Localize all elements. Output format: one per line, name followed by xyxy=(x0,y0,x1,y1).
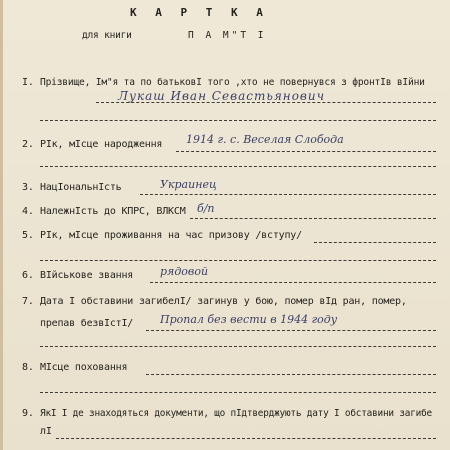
field-2-line-2 xyxy=(40,166,436,167)
field-9-number: 9. xyxy=(22,408,34,419)
field-2-line-1 xyxy=(176,151,436,152)
field-7-number: 7. xyxy=(22,296,34,307)
field-2-number: 2. xyxy=(22,139,34,150)
field-8-number: 8. xyxy=(22,362,34,373)
field-9-label: ЯкІ І де знаходяться документи, що пІдтверджують дату І обставини загибе xyxy=(40,408,432,419)
field-7-line-1 xyxy=(146,330,436,331)
field-3-handwritten-nationality: Украинец xyxy=(160,178,217,191)
card-subtitle-right: П А М"Т І xyxy=(188,30,267,41)
field-8-line-2 xyxy=(40,392,436,393)
field-7-line-2 xyxy=(40,346,436,347)
field-5-number: 5. xyxy=(22,230,34,241)
field-8-line-1 xyxy=(146,374,436,375)
field-3-line xyxy=(140,194,436,195)
card-title: К А Р Т К А xyxy=(130,6,269,19)
field-4-handwritten-party: б/п xyxy=(197,202,215,215)
field-4-number: 4. xyxy=(22,206,34,217)
field-3-number: 3. xyxy=(22,182,34,193)
field-2-label: РІк, мІсце народження xyxy=(40,139,163,150)
field-5-line-1 xyxy=(314,242,436,243)
field-6-handwritten-rank: рядовой xyxy=(160,265,209,278)
field-1-handwritten-name: Лукаш Иван Севастьянович xyxy=(118,89,326,103)
field-8-label: МІсце поховання xyxy=(40,362,128,373)
field-3-label: НацІональнІсть xyxy=(40,182,122,193)
field-7-handwritten-circumstances: Пропал без вести в 1944 году xyxy=(160,313,338,326)
field-9-line xyxy=(56,438,436,439)
field-5-label: РІк, мІсце проживання на час призову /вступу/ xyxy=(40,230,302,241)
page-edge xyxy=(0,0,3,450)
field-2-handwritten-birth: 1914 г. с. Веселая Слобода xyxy=(186,133,344,146)
field-5-line-2 xyxy=(40,260,436,261)
field-6-number: 6. xyxy=(22,270,34,281)
field-1-label: Прізвище, Ім"я та по батьковІ того ,хто не повернувся з фронтІв вІйни xyxy=(40,77,425,88)
field-6-line xyxy=(150,282,436,283)
field-1-number: I. xyxy=(22,77,34,88)
field-1-line-1 xyxy=(96,102,436,103)
field-4-label: НалежнІсть до КПРС, ВЛКСМ xyxy=(40,206,186,217)
field-4-line xyxy=(190,218,436,219)
field-1-line-2 xyxy=(40,120,436,121)
field-9-label-cont: лІ xyxy=(40,426,52,437)
field-7-label-cont: препав безвІстІ/ xyxy=(40,318,134,329)
card-subtitle-left: для книги xyxy=(82,30,132,41)
field-7-label: Дата І обставини загибелІ/ загинув у бою, помер вІд ран, помер, xyxy=(40,296,407,307)
field-6-label: ВІйськове звання xyxy=(40,270,134,281)
